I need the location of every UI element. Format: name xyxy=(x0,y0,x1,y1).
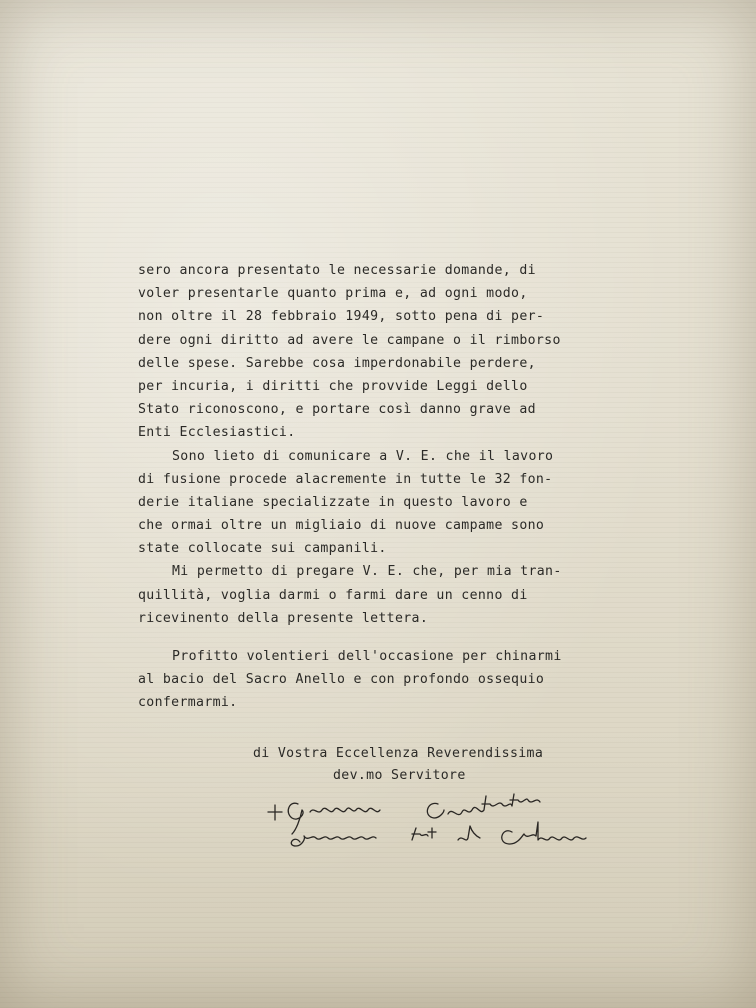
paragraph-spacer xyxy=(138,630,638,645)
text-line: Mi permetto di pregare V. E. che, per mia tran- xyxy=(172,564,562,580)
paragraph-2 xyxy=(138,445,638,561)
text-line: derie italiane specializzate in questo lavoro e xyxy=(138,494,528,510)
text-line: ricevinento della presente lettera. xyxy=(138,610,429,626)
text-line: confermarmi. xyxy=(138,695,238,711)
text-line: di fusione procede alacremente in tutte le 32 fon- xyxy=(138,471,553,487)
letter-body xyxy=(138,259,638,715)
paragraph-1 xyxy=(138,259,638,445)
text-line: non oltre il 28 febbraio 1949, sotto pena di per- xyxy=(138,309,545,325)
text-line: state collocate sui campanili. xyxy=(138,541,387,557)
text-line: Sono lieto di comunicare a V. E. che il lavoro xyxy=(172,448,554,464)
text-line: Enti Ecclesiastici. xyxy=(138,425,296,441)
paragraph-4 xyxy=(138,645,638,715)
paragraph-3 xyxy=(138,560,638,630)
text-line: che ormai oltre un migliaio di nuove campame sono xyxy=(138,518,545,534)
handwritten-signature xyxy=(262,790,602,850)
closing-line-1: di Vostra Eccellenza Reverendissima xyxy=(253,746,544,761)
text-line: delle spese. Sarebbe cosa imperdonabile perdere, xyxy=(138,355,536,371)
closing-line-2: dev.mo Servitore xyxy=(333,768,466,783)
text-line: Stato riconoscono, e portare così danno grave ad xyxy=(138,402,536,418)
text-line: dere ogni diritto ad avere le campane o il rimborso xyxy=(138,332,561,348)
text-line: voler presentarle quanto prima e, ad ogni modo, xyxy=(138,286,528,302)
text-line: Profitto volentieri dell'occasione per chinarmi xyxy=(172,649,562,664)
text-line: sero ancora presentato le necessarie domande, di xyxy=(138,263,536,278)
text-line: quillità, voglia darmi o farmi dare un cenno di xyxy=(138,587,528,603)
signature-image xyxy=(262,790,602,850)
text-line: al bacio del Sacro Anello e con profondo ossequio xyxy=(138,672,545,688)
closing-salutation xyxy=(253,743,543,787)
text-line: per incuria, i diritti che provvide Leggi dello xyxy=(138,378,528,394)
